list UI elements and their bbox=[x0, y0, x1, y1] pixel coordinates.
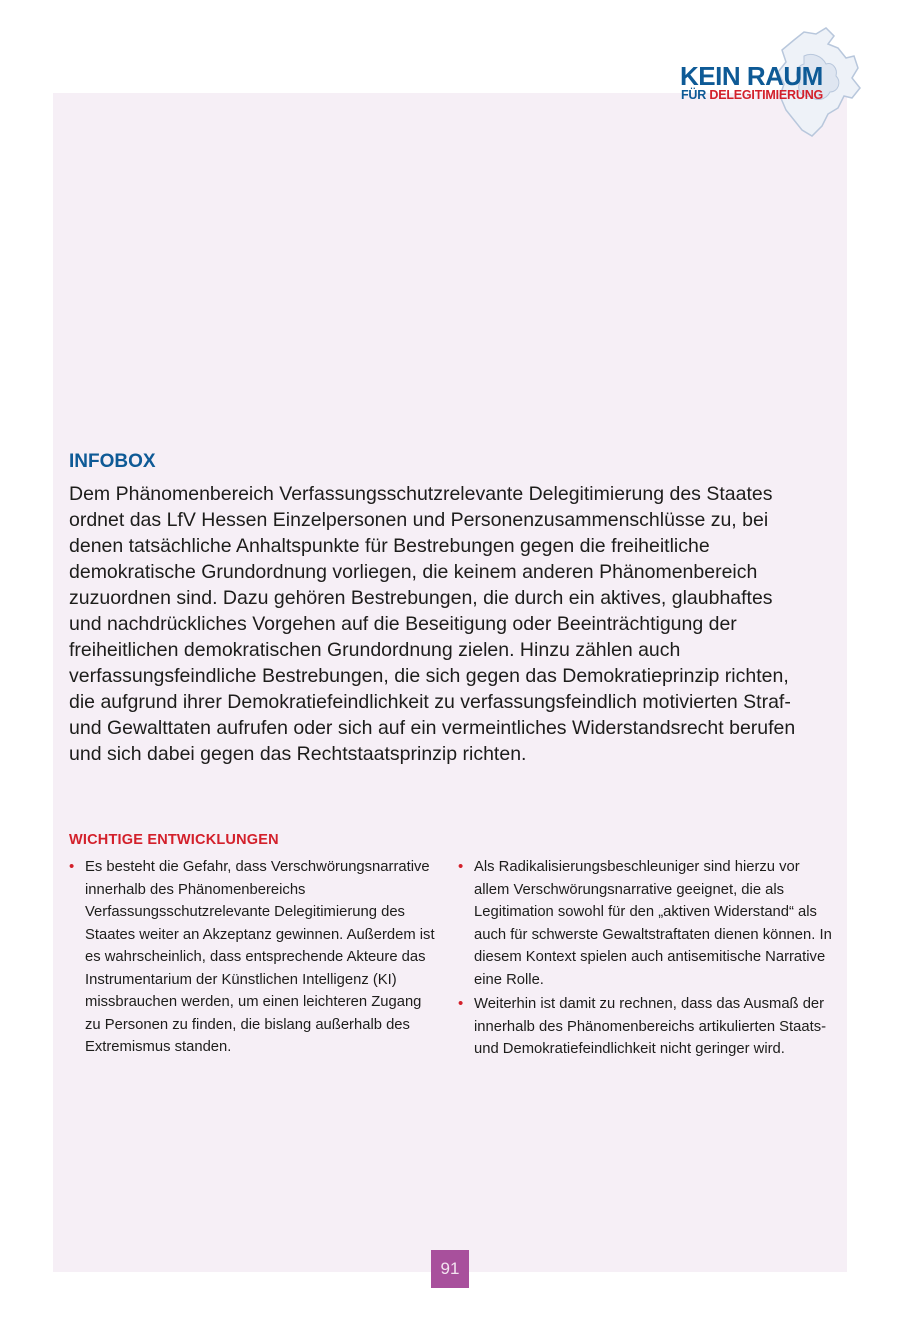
logo-subtitle bbox=[681, 88, 823, 102]
logo-title: KEIN RAUM bbox=[680, 61, 823, 91]
infobox-heading: INFOBOX bbox=[69, 451, 156, 472]
infobox-text: Dem Phänomenbereich Verfassungsschutzrelevante Delegitimierung des Staates ordnet das LfV Hessen Einzelpersonen und Personenzusammenschlüsse zu, bei denen tatsächliche Anhaltspunkte für Bestrebungen gegen die freiheitliche demokratische Grundordnung vorliegen, die keinem anderen Phänomenbereich zuzuordnen sind. Dazu gehören Bestrebungen, die durch ein aktives, glaubhaftes und nachdrückliches Vorgehen auf die Beseitigung oder Beeinträchtigung der freiheitlichen demokratischen Grundordnung zielen. Hinzu zählen auch verfassungsfeindliche Bestrebungen, die sich gegen das Demokratieprinzip richten, die aufgrund ihrer Demokratiefeindlichkeit zu verfassungsfeindlich motivierten Straf- und Gewalttaten aufrufen oder sich auf ein vermeintliches Widerstandsrecht berufen und sich dabei gegen das Rechtstaatsprinzip richten. bbox=[69, 483, 796, 765]
developments-right-column bbox=[458, 856, 834, 1063]
logo-subtitle-prefix: FÜR bbox=[681, 88, 710, 102]
list-item bbox=[458, 856, 834, 991]
bullet-icon: • bbox=[458, 995, 464, 1012]
list-item bbox=[458, 993, 834, 1061]
bullet-icon: • bbox=[69, 858, 75, 875]
list-item bbox=[69, 856, 441, 1059]
developments-heading: WICHTIGE ENTWICKLUNGEN bbox=[69, 832, 279, 848]
logo bbox=[676, 26, 866, 141]
bullet-icon: • bbox=[458, 858, 464, 875]
list-item-text: Weiterhin ist damit zu rechnen, dass das Ausmaß der innerhalb des Phänomenbereichs artikulierten Staats- und Demokratiefeindlichkeit nicht geringer wird. bbox=[474, 996, 827, 1057]
logo-subtitle-highlight: DELEGITIMIERUNG bbox=[709, 88, 824, 102]
page-number: 91 bbox=[431, 1250, 469, 1288]
list-item-text: Es besteht die Gefahr, dass Verschwörungsnarrative innerhalb des Phänomenbereichs Verfassungsschutzrelevante Delegitimierung des Staates weiter an Akzeptanz gewinnen. Außerdem ist es wahrscheinlich, dass entsprechende Akteure das Instrumentarium der Künstlichen Intelligenz (KI) missbrauchen werden, um einen leichteren Zugang zu Personen zu finden, die bislang außerhalb des Extremismus standen. bbox=[85, 859, 435, 1055]
developments-left-column bbox=[69, 856, 441, 1061]
list-item-text: Als Radikalisierungsbeschleuniger sind hierzu vor allem Verschwörungsnarrative geeignet, die als Legitimation sowohl für den „aktiven Widerstand“ als auch für schwerste Gewaltstraftaten dienen können. In diesem Kontext spielen auch antisemitische Narrative eine Rolle. bbox=[474, 859, 832, 988]
